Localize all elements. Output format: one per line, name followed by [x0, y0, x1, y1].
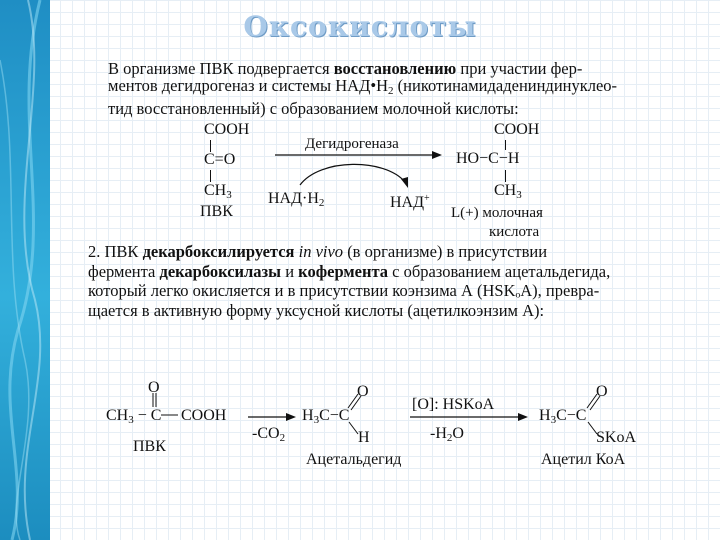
lactic-hydroxy-carbon: НО−С−Н	[456, 150, 520, 167]
lactic-acid-label-line2: кислота	[489, 224, 540, 240]
minus-h2o-label: $-Н_2О$	[430, 425, 464, 444]
acetyl-coa-formula: $Н_3С-С$	[539, 407, 587, 426]
pvk-formula: $СН_3 - С$	[106, 407, 162, 426]
acetaldehyde-label: Ацетальдегид	[306, 451, 402, 468]
pvk-carboxyl: СООН	[181, 407, 227, 424]
lactic-methyl: $СН_3$	[494, 182, 522, 201]
oxidation-reagent: [O]: HSKoA	[412, 396, 495, 413]
pvk-oxygen: О	[148, 379, 160, 396]
acetyl-coa-label: Ацетил КоА	[541, 451, 626, 468]
lactic-acid-label-line1: L(+) молочная	[451, 205, 543, 221]
para2-line3: который легко окисляется и в присутствии коэнзима А (HSKₒA), превра-	[88, 281, 600, 300]
pvk-cooh-group: СООН	[204, 121, 250, 138]
para1-line1: В организме ПВК подвергается восстановлению при участии фер-	[108, 59, 583, 78]
para1-line3: тид восстановленный) с образованием молочной кислоты:	[108, 99, 519, 118]
acetyl-coa-skoa: SKoA	[596, 429, 637, 446]
nadh-label: $НАД\cdot Н_2$	[268, 190, 325, 209]
acetyl-coa-oxygen: О	[596, 383, 608, 400]
acetaldehyde-hydrogen: Н	[358, 429, 370, 446]
pvk-label: ПВК	[200, 203, 233, 220]
pvk-carbonyl: С=О	[204, 151, 236, 168]
acetaldehyde-formula: $Н_3С-С$	[302, 407, 350, 426]
enzyme-label: Дегидрогеназа	[305, 136, 399, 152]
para2-line2: фермента декарбоксилазы и кофермента с образованием ацетальдегида,	[88, 261, 611, 281]
para1-line2: ментов дегидрогеназ и системы $НАД•Н_2$ (никотинамидадениндинуклео-	[108, 76, 618, 97]
pvk-methyl: $СН_3$	[204, 182, 232, 201]
para2-line1: 2. ПВК декарбоксилируется in vivo (в организме) в присутствии	[88, 242, 548, 261]
acetaldehyde-oxygen: О	[357, 383, 369, 400]
minus-co2-label: $-СО_2$	[252, 425, 286, 444]
para2-line4: щается в активную форму уксусной кислоты (ацетилкоэнзим А):	[88, 300, 545, 320]
page-title: Оксокислоты	[243, 10, 477, 43]
pvk-label-2: ПВК	[133, 438, 166, 455]
lactic-cooh-group: СООН	[494, 121, 540, 138]
nad-label: НАД+	[390, 193, 430, 211]
